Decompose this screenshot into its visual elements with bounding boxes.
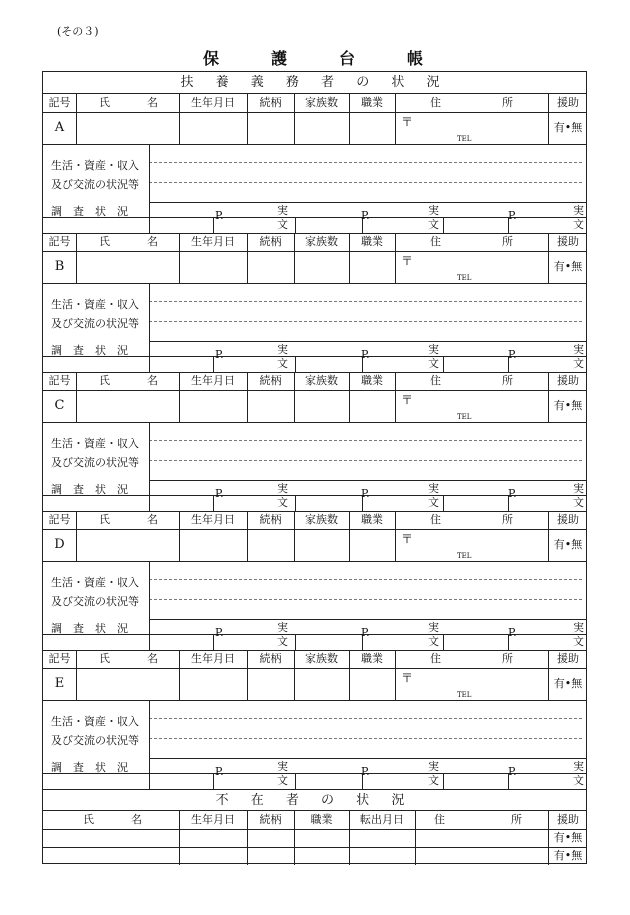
header-family: 家族数 (305, 374, 338, 387)
page-mark: P. (215, 209, 224, 222)
page-mark: P. (361, 348, 370, 361)
survey-label: 調 査 状 況 (51, 761, 128, 774)
survey-label: 調 査 状 況 (51, 205, 128, 218)
header-address: 所 (502, 513, 513, 526)
life-status-label: 生活・資産・収入 (51, 159, 139, 172)
jitsu-mark: 実 (428, 482, 439, 495)
header-name: 氏 (99, 513, 110, 526)
header-address: 住 (430, 652, 441, 665)
header-address: 所 (502, 374, 513, 387)
header-job: 職業 (361, 235, 383, 248)
jitsu-mark: 実 (277, 760, 288, 773)
jitsu-mark: 実 (277, 204, 288, 217)
postal-mark: 〒 (401, 532, 414, 546)
header-support: 援助 (557, 652, 579, 665)
header-relation: 続柄 (259, 235, 282, 248)
jitsu-mark: 実 (573, 760, 584, 773)
header-family: 家族数 (305, 96, 338, 109)
jitsu-mark: 実 (573, 621, 584, 634)
jitsu-mark: 実 (277, 343, 288, 356)
header-support: 援助 (557, 96, 579, 109)
header-birth: 生年月日 (191, 513, 235, 526)
supporter-code: C (54, 398, 65, 413)
jitsu-mark: 実 (573, 482, 584, 495)
header-code: 記号 (48, 652, 71, 665)
survey-label: 調 査 状 況 (51, 344, 128, 357)
postal-mark: 〒 (401, 671, 414, 685)
supporter-code: A (54, 120, 65, 135)
header-relation: 続柄 (259, 374, 282, 387)
header-code: 記号 (48, 374, 71, 387)
header-address: 住 (430, 513, 441, 526)
jitsu-mark: 実 (573, 204, 584, 217)
header-address: 所 (502, 652, 513, 665)
header-job: 職業 (361, 96, 383, 109)
absent-support-choice[interactable]: 有•無 (553, 831, 583, 844)
absent-header-moved-date: 転出月日 (360, 813, 404, 826)
header-name: 名 (147, 513, 158, 526)
header-birth: 生年月日 (191, 374, 235, 387)
jitsu-mark: 実 (573, 343, 584, 356)
header-name: 名 (147, 374, 158, 387)
support-choice[interactable]: 有•無 (553, 538, 583, 551)
absent-header-address: 所 (511, 813, 522, 826)
supporter-block (43, 94, 586, 233)
jitsu-mark: 実 (428, 204, 439, 217)
absent-header-support: 援助 (557, 813, 579, 826)
title-char: 帳 (407, 49, 424, 68)
postal-mark: 〒 (401, 393, 414, 407)
header-birth: 生年月日 (191, 235, 235, 248)
support-choice[interactable]: 有•無 (553, 677, 583, 690)
header-relation: 続柄 (259, 96, 282, 109)
life-status-label: 及び交流の状況等 (51, 734, 139, 747)
tel-mark: TEL (457, 135, 472, 143)
postal-mark: 〒 (401, 254, 414, 268)
absent-header-job: 職業 (310, 813, 333, 826)
life-status-label: 及び交流の状況等 (51, 595, 139, 608)
header-address: 住 (430, 235, 441, 248)
header-address: 住 (430, 374, 441, 387)
tel-mark: TEL (457, 274, 472, 282)
header-address: 所 (502, 96, 513, 109)
page-mark: P. (215, 626, 224, 639)
supporter-block (43, 511, 586, 650)
page-mark: P. (508, 626, 517, 639)
title-char: 保 (203, 49, 220, 68)
bun-mark: 文 (428, 635, 439, 648)
header-support: 援助 (557, 235, 579, 248)
sheet-label: (その３) (57, 25, 99, 38)
page-title (0, 46, 630, 68)
header-address: 住 (430, 96, 441, 109)
bun-mark: 文 (277, 774, 288, 787)
page-mark: P. (508, 348, 517, 361)
title-char: 台 (339, 49, 356, 68)
bun-mark: 文 (428, 774, 439, 787)
supporter-block (43, 233, 586, 372)
header-birth: 生年月日 (191, 96, 235, 109)
header-birth: 生年月日 (191, 652, 235, 665)
page-mark: P. (361, 626, 370, 639)
life-status-label: 及び交流の状況等 (51, 317, 139, 330)
ledger-table (42, 71, 587, 864)
jitsu-mark: 実 (277, 482, 288, 495)
bun-mark: 文 (277, 496, 288, 509)
header-name: 名 (147, 652, 158, 665)
header-relation: 続柄 (259, 513, 282, 526)
page-mark: P. (361, 765, 370, 778)
life-status-label: 生活・資産・収入 (51, 715, 139, 728)
absent-support-choice[interactable]: 有•無 (553, 849, 583, 862)
survey-label: 調 査 状 況 (51, 483, 128, 496)
page-mark: P. (361, 487, 370, 500)
header-family: 家族数 (305, 235, 338, 248)
page-mark: P. (508, 765, 517, 778)
bun-mark: 文 (573, 218, 584, 231)
jitsu-mark: 実 (277, 621, 288, 634)
supporter-block (43, 650, 586, 789)
supporter-block (43, 372, 586, 511)
survey-label: 調 査 状 況 (51, 622, 128, 635)
header-address: 所 (502, 235, 513, 248)
support-choice[interactable]: 有•無 (553, 121, 583, 134)
bun-mark: 文 (428, 218, 439, 231)
absentees-section (43, 789, 586, 865)
page-mark: P. (215, 765, 224, 778)
supporters-section-title: 扶 養 義 務 者 の 状 況 (43, 72, 586, 94)
bun-mark: 文 (428, 496, 439, 509)
absent-header-name: 氏 (83, 813, 94, 826)
absentees-section-title: 不 在 者 の 状 況 (43, 789, 586, 811)
page-mark: P. (215, 487, 224, 500)
support-choice[interactable]: 有•無 (553, 399, 583, 412)
header-name: 氏 (99, 374, 110, 387)
header-name: 名 (147, 235, 158, 248)
supporter-code: D (54, 537, 65, 552)
header-name: 名 (147, 96, 158, 109)
absent-header-name: 名 (131, 813, 142, 826)
bun-mark: 文 (573, 774, 584, 787)
bun-mark: 文 (573, 635, 584, 648)
header-job: 職業 (361, 652, 383, 665)
title-char: 護 (271, 49, 288, 68)
bun-mark: 文 (277, 635, 288, 648)
life-status-label: 及び交流の状況等 (51, 456, 139, 469)
header-job: 職業 (361, 374, 383, 387)
support-choice[interactable]: 有•無 (553, 260, 583, 273)
header-relation: 続柄 (259, 652, 282, 665)
jitsu-mark: 実 (428, 621, 439, 634)
header-name: 氏 (99, 235, 110, 248)
page-mark: P. (361, 209, 370, 222)
header-name: 氏 (99, 652, 110, 665)
bun-mark: 文 (277, 218, 288, 231)
header-family: 家族数 (305, 652, 338, 665)
supporter-code: B (54, 259, 65, 274)
bun-mark: 文 (573, 357, 584, 370)
header-support: 援助 (557, 374, 579, 387)
bun-mark: 文 (428, 357, 439, 370)
header-family: 家族数 (305, 513, 338, 526)
jitsu-mark: 実 (428, 343, 439, 356)
page-mark: P. (508, 209, 517, 222)
page-mark: P. (508, 487, 517, 500)
header-code: 記号 (48, 513, 71, 526)
life-status-label: 生活・資産・収入 (51, 576, 139, 589)
header-code: 記号 (48, 235, 71, 248)
absent-header-relation: 続柄 (259, 813, 282, 826)
life-status-label: 生活・資産・収入 (51, 298, 139, 311)
jitsu-mark: 実 (428, 760, 439, 773)
life-status-label: 及び交流の状況等 (51, 178, 139, 191)
header-job: 職業 (361, 513, 383, 526)
bun-mark: 文 (277, 357, 288, 370)
postal-mark: 〒 (401, 115, 414, 129)
header-code: 記号 (48, 96, 71, 109)
header-name: 氏 (99, 96, 110, 109)
tel-mark: TEL (457, 552, 472, 560)
page-mark: P. (215, 348, 224, 361)
absent-header-address: 住 (434, 813, 445, 826)
bun-mark: 文 (573, 496, 584, 509)
absent-header-birth: 生年月日 (191, 813, 235, 826)
tel-mark: TEL (457, 413, 472, 421)
tel-mark: TEL (457, 691, 472, 699)
supporter-code: E (54, 676, 65, 691)
life-status-label: 生活・資産・収入 (51, 437, 139, 450)
header-support: 援助 (557, 513, 579, 526)
